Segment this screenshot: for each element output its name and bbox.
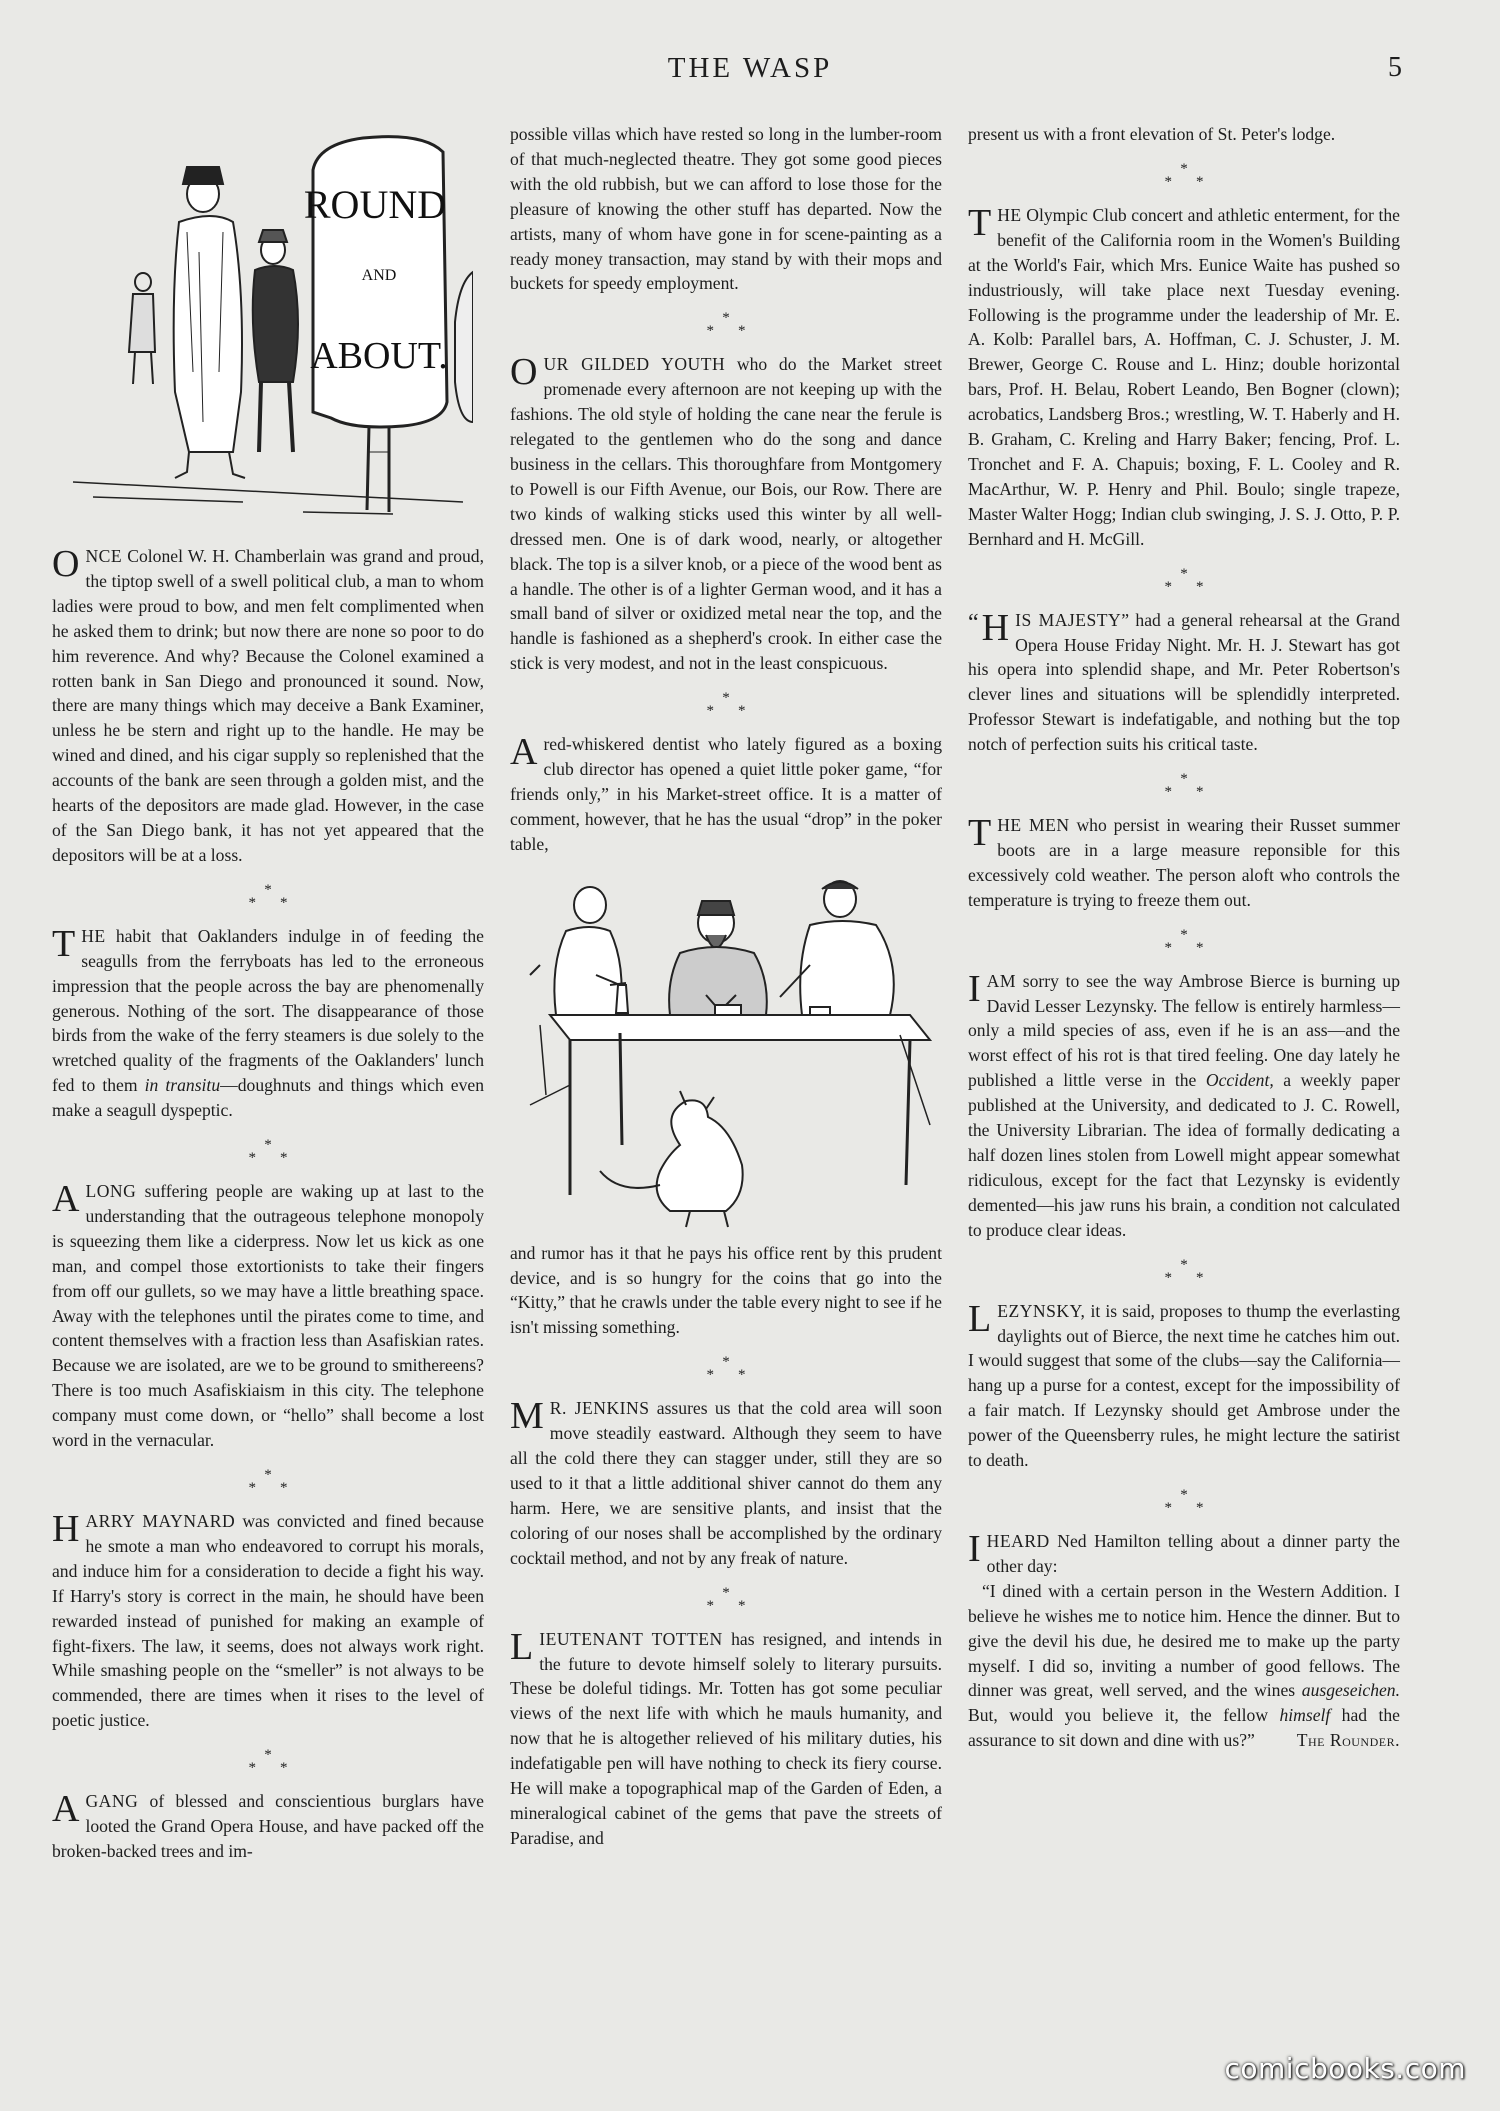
article-burglars: AGANG of blessed and conscientious burglars have looted the Grand Opera House, and have packed off the broken-backed trees and im- <box>52 1788 484 1861</box>
section-divider: * ** <box>706 1354 770 1384</box>
section-divider: * ** <box>1164 160 1228 190</box>
section-divider: * ** <box>1164 565 1228 595</box>
section-divider: * ** <box>1164 771 1228 801</box>
section-divider: * ** <box>248 881 312 911</box>
article-seagulls: THE habit that Oaklanders indulge in of feeding the seagulls from the ferryboats has led to the erroneous impression that the people across the bay are phenomenally generous. Nothing of the sort. The disappearance of those birds from the wake of the ferry steamers is due solely to the wretched quality of the fragments of the Oaklanders' lunch fed to them in transitu—doughnuts and things which even make a seagull dyspeptic. <box>52 922 484 1121</box>
column-2 <box>510 122 942 1851</box>
article-totten: LIEUTENANT TOTTEN has resigned, and intends in the future to devote himself solely to literary pursuits. These be doleful tidings. Mr. Totten has got some peculiar views of the next life with which he mauls humanity, and now that he is altogether relieved of his military duties, his indefatigable pen will have nothing to check its fiery course. He will make a topographical map of the Garden of Eden, a mineralogical cabinet of the gems that pave the streets of Paradise, and <box>510 1625 942 1848</box>
article-chamberlain: ONCE Colonel W. H. Chamberlain was grand and proud, the tiptop swell of a swell political club, a man to whom ladies were proud to bow, and men felt complimented when he asked them to drink; but now there are none so poor to do him reverence. And why? Because the Colonel examined a rotten bank in San Diego and pronounced it sound. Now, there are many things which may deceive a Bank Examiner, unless he be stern and right up to the handle. He may be wined and dined, and his cigar supply so replenished that the accounts of the bank are seen through a golden mist, and the hearts of the depositors are made glad. However, in the case of the San Diego bank, it has not yet appeared that the depositors will be at a loss. <box>52 543 484 865</box>
sign-line-round: ROUND <box>303 182 447 227</box>
section-divider: * ** <box>706 1584 770 1614</box>
page-number: 5 <box>1388 52 1402 83</box>
section-divider: * ** <box>248 1467 312 1496</box>
article-gilded-youth: OUR GILDED YOUTH who do the Market street promenade every afternoon are not keeping up with the fashions. The old style of holding the cane near the ferule is relegated to the gentlemen who do the song and dance business in the cellars. This thoroughfare from Montgomery to Powell is our Fifth Avenue, our Bois, our Row. There are two kinds of walking sticks used this winter by all well-dressed men. One is of dark wood, nearly, or altogether black. The top is a silver knob, or a piece of the wood bent as a handle. The other is of a lighter German wood, and it has a small band of silver or oxidized metal near the top, and the handle is fashioned as a shepherd's crook. In either case the stick is very modest, and not in the least conspicuous. <box>510 351 942 674</box>
article-olympic-club: THE Olympic Club concert and athletic enterment, for the benefit of the California room in the Women's Building at the World's Fair, which Mrs. Eunice Waite has pushed so industriously, will take place next Tuesday evening. Following is the programme under the leadership of Mr. E. A. Kolb: Parallel bars, A. Hoffman, C. J. Schuster, J. M. Brewer, George C. Rouse and L. Hinz; double horizontal bars, Prof. H. Belau, Robert Leando, Ben Bogner (clown); acrobatics, Landsberg Bros.; wrestling, W. T. Haberly and H. B. Graham, C. Kreling and Harry Baker; fencing, Prof. L. Tronchet and F. A. Chapuis; boxing, F. L. Cooley and R. MacArthur, W. P. Henry and Phil. Boulo; single trapeze, Master Walter Hogg; Indian club swinging, J. S. J. Otto, P. P. Bernhard and H. McGill. <box>968 201 1400 549</box>
sign-line-and: AND <box>361 267 397 284</box>
section-divider: * ** <box>1164 1256 1228 1286</box>
article-his-majesty: “ H IS MAJESTY” had a general rehearsal at the Grand Opera House Friday Night. Mr. H. J. Stewart has got his opera into splendid shape, and Mr. Peter Robertson's clever lines and situations will be splendidly interpreted. Professor Stewart is indefatigable, and nothing but the top notch of perfection suits his critical taste. <box>968 606 1400 755</box>
section-divider: * ** <box>1164 926 1228 956</box>
article-bierce: IAM sorry to see the way Ambrose Bierce is burning up David Lesser Lezynsky. The fellow is entirely harmless—only a mild species of ass, even if he is an ass—and the worst effect of his rot is that tired feeling. One day lately he published a little verse in the Occident, a weekly paper published at the University, and dedicated to J. C. Rowell, the University Librarian. The idea of formally dedicating a half dozen lines stolen from Lowell might appear somewhat ridiculous, except for the fact that Lezynsky is evidently demented—his jaw runs his brain, a condition not calculated to produce clear ideas. <box>968 967 1400 1240</box>
article-maynard: HARRY MAYNARD was convicted and fined because he smote a man who endeavored to corrupt his morals, and induce him for a consideration to decide a fight his way. If Harry's story is correct in the main, he should have been rewarded instead of punished for making an example of fight-fixers. The law, it seems, does not always work right. While smashing people on the “smeller” is not always to be commended, there are times when it rises to the level of poetic justice. <box>52 1508 484 1731</box>
article-lezynsky: LEZYNSKY, it is said, proposes to thump the everlasting daylights out of Bierce, the next time he catches him out. I would suggest that some of the clubs—say the California—hang up a purse for a contest, except for the impossibility of a fair match. If Lezynsky should get Ambrose under the power of the Queensberry rules, he might lecture the satirist to death. <box>968 1297 1400 1471</box>
section-divider: * ** <box>248 1137 312 1167</box>
round-and-about-illustration <box>63 122 473 532</box>
poker-game-illustration <box>510 865 950 1235</box>
article-hamilton-quote: “I dined with a certain person in the Western Addition. I believe he wishes me to notice him. Hence the dinner. But to give the devil his due, he desired me to make up the party myself. I did so, inviting a number of good fellows. The dinner was great, well served, and the wines ausgeseichen. But, would you believe it, the fellow himself had the assurance to sit down and dine with us?” The Rounder. <box>968 1579 1400 1753</box>
article-hamilton: IHEARD Ned Hamilton telling about a dinner party the other day: <box>968 1527 1400 1576</box>
article-russet-boots: THE MEN who persist in wearing their Russet summer boots are in a large measure reponsible for this excessively cold weather. The person aloft who controls the temperature is trying to freeze them out. <box>968 812 1401 910</box>
section-divider: * ** <box>1164 1486 1228 1516</box>
column-1 <box>52 122 484 1864</box>
watermark: comicbooks.com <box>1224 2052 1466 2085</box>
article-burglars-continued: possible villas which have rested so long in the lumber-room of that much-neglected theatre. They got some good pieces with the old rubbish, but we can afford to lose those for the pleasure of knowing the other stuff has departed. Now the artists, many of whom have gone in for scene-painting as a ready money transaction, may stand by with their mops and buckets for speedy employment. <box>510 124 942 294</box>
article-totten-continued: present us with a front elevation of St. Peter's lodge. <box>968 124 1336 144</box>
article-telephone: ALONG suffering people are waking up at last to the understanding that the outrageous telephone monopoly is squeezing them like a ciderpress. Now let us kick as one man, and compel those extortionists to take their fingers from off our gullets, so we may have a little breathing space. Away with the telephones until the pirates come to time, and content themselves with a fraction less than Asafiskian rates. Because we are isolated, are we to be ground to smithereens? There is too much Asafiskiaism in this city. The telephone company must come down, or “hello” shall become a lost word in the vernacular. <box>52 1178 484 1451</box>
article-jenkins: M R. JENKINS assures us that the cold area will soon move steadily eastward. Although they seem to have all the cold there they can stagger under, still they are so used to it that a little additional shiver cannot do them any harm. Here, we are sensitive plants, and insist that the coloring of our noses shall be accomplished by the ordinary cocktail method, and not by any freak of nature. <box>510 1395 942 1568</box>
section-divider: * ** <box>248 1747 312 1777</box>
article-dentist-continued: and rumor has it that he pays his office rent by this prudent device, and is so hungry for the coins that go into the “Kitty,” that he crawls under the table every night to see if he isn't missing something. <box>510 1242 942 1338</box>
section-divider: * ** <box>706 690 770 720</box>
column-3 <box>968 122 1400 1753</box>
article-dentist: A red-whiskered dentist who lately figured as a boxing club director has opened a quiet little poker game, “for friends only,” in his Market-street office. It is a matter of comment, however, that he has the usual “drop” in the poker table, <box>510 731 942 854</box>
sign-line-about: ABOUT. <box>310 335 448 377</box>
byline-signature: The Rounder. <box>1296 1730 1400 1751</box>
section-divider: * ** <box>706 310 770 340</box>
masthead-title: THE WASP <box>667 52 833 84</box>
